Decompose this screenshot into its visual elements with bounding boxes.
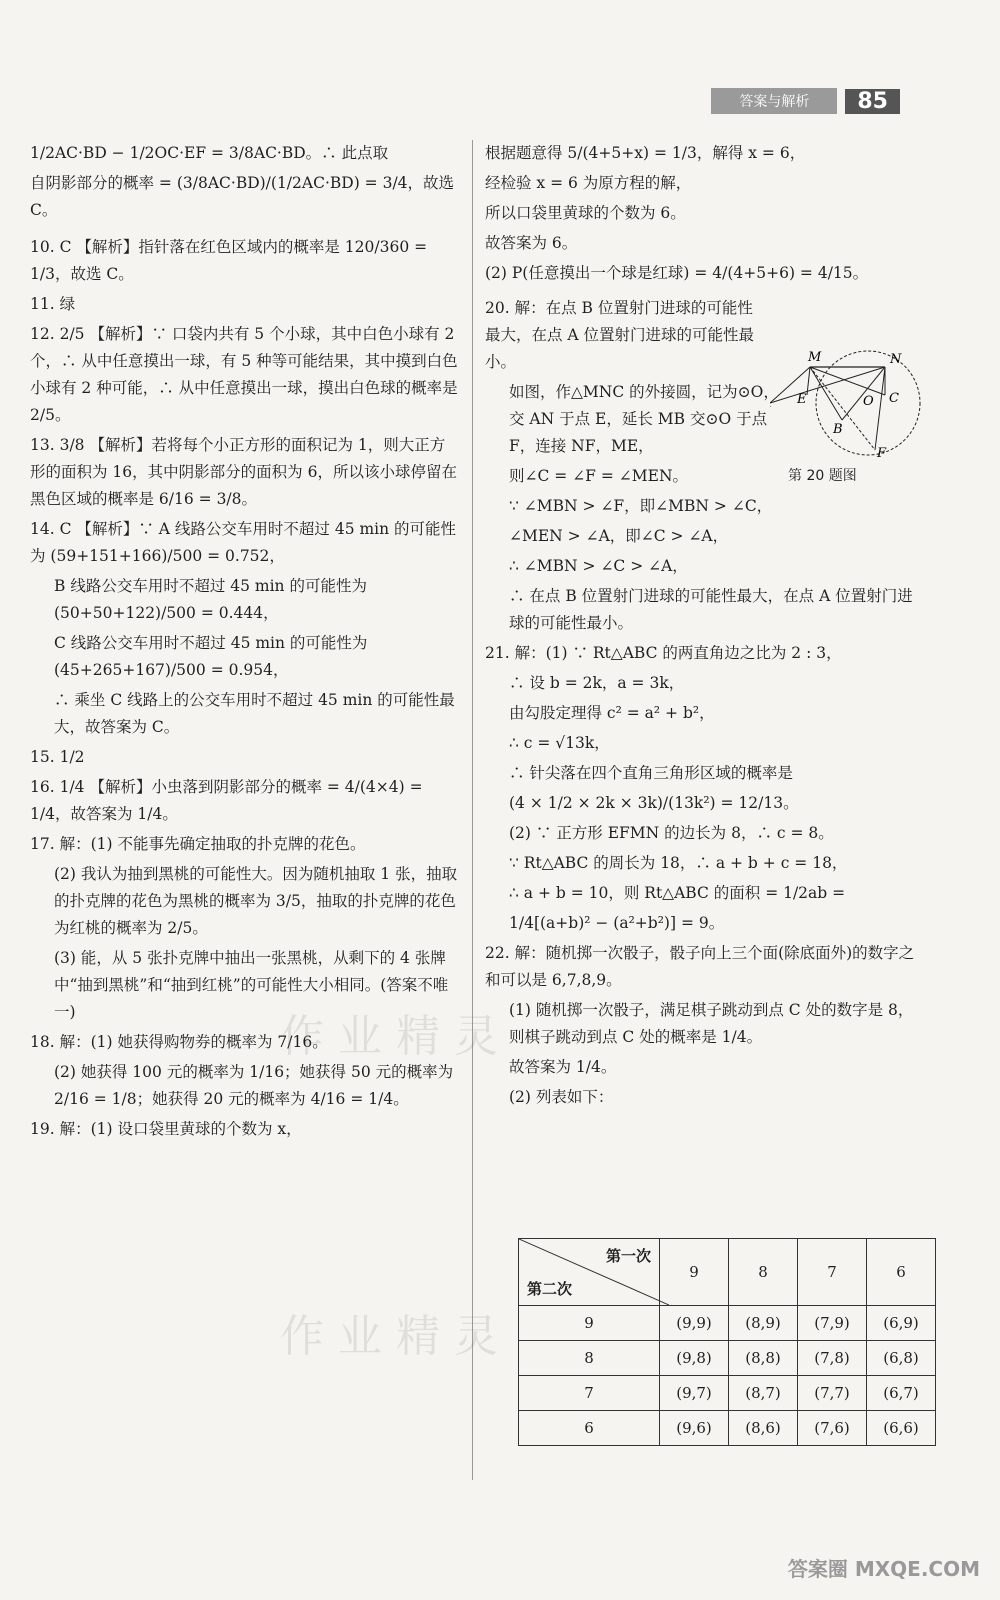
label-f: F — [877, 446, 887, 461]
text-line: 故答案为 6。 — [485, 234, 578, 252]
table-cell: (7,7) — [798, 1376, 867, 1411]
table-cell: (7,8) — [798, 1341, 867, 1376]
table-cell: (6,6) — [867, 1411, 936, 1446]
watermark-url: MXQE.COM — [854, 1557, 980, 1581]
label-e: E — [797, 392, 807, 407]
label-b: B — [833, 422, 843, 437]
text-line: 自阴影部分的概率 = (3/8AC·BD)/(1/2AC·BD) = 3/4，故选 C。 — [30, 174, 455, 219]
answer-17-b: (2) 我认为抽到黑桃的可能性大。因为随机抽取 1 张，抽取的扑克牌的花色为黑桃的概率为 3/5，抽取的扑克牌的花色为红桃的概率为 2/5。 — [54, 865, 458, 937]
answer-22-d: (2) 列表如下： — [509, 1088, 614, 1106]
table-cell: (8,9) — [729, 1306, 798, 1341]
table-col-header: 9 — [660, 1239, 729, 1306]
answer-21-c: 由勾股定理得 c² = a² + b²， — [509, 704, 715, 722]
table-cell: (9,6) — [660, 1411, 729, 1446]
watermark-logo: 答案圈 — [787, 1557, 848, 1581]
text-line: 1/2AC·BD − 1/2OC·EF = 3/8AC·BD。∴ 此点取 — [30, 144, 389, 162]
text-line: 经检验 x = 6 为原方程的解， — [485, 174, 692, 192]
watermark-site — [788, 1553, 980, 1582]
answer-20-d: ∵ ∠MBN > ∠F，即∠MBN > ∠C， — [509, 497, 773, 515]
table-row-header: 6 — [519, 1411, 660, 1446]
answer-14-c: C 线路公交车用时不超过 45 min 的可能性为 (45+265+167)/500 = 0.954， — [54, 634, 368, 679]
label-a — [770, 396, 771, 411]
table-cell: (8,7) — [729, 1376, 798, 1411]
table-col-header: 8 — [729, 1239, 798, 1306]
answer-20-f: ∴ ∠MBN > ∠C > ∠A， — [509, 557, 688, 575]
watermark: 作业精灵 — [280, 1011, 512, 1062]
text-line: 根据题意得 5/(4+5+x) = 1/3，解得 x = 6， — [485, 144, 806, 162]
column-divider — [472, 140, 473, 1480]
answer-13: 13. 3/8 【解析】若将每个小正方形的面积记为 1，则大正方形的面积为 16，其中阴影部分的面积为 6，所以该小球停留在黑色区域的概率是 6/16 = 3/8。 — [30, 436, 457, 508]
table-row-header: 7 — [519, 1376, 660, 1411]
answer-10: 10. C 【解析】指针落在红色区域内的概率是 120/360 = 1/3，故选 C。 — [30, 238, 428, 283]
label-n: N — [890, 352, 902, 367]
answer-16: 16. 1/4 【解析】小虫落到阴影部分的概率 = 4/(4×4) = 1/4，故答案为 1/4。 — [30, 778, 423, 823]
table-cell: (8,6) — [729, 1411, 798, 1446]
section-tag: 答案与解析 — [711, 88, 837, 114]
answer-14: 14. C 【解析】∵ A 线路公交车用时不超过 45 min 的可能性为 (59+151+166)/500 = 0.752， — [30, 520, 457, 565]
answer-17-c: (3) 能，从 5 张扑克牌中抽出一张黑桃，从剩下的 4 张牌中“抽到黑桃”和“抽到红桃”的可能性大小相同。(答案不唯一) — [54, 949, 449, 1021]
answer-20-g: ∴ 在点 B 位置射门进球的可能性最大，在点 A 位置射门进球的可能性最小。 — [509, 587, 913, 632]
answer-19: 19. 解：(1) 设口袋里黄球的个数为 x， — [30, 1120, 302, 1138]
table-cell: (9,8) — [660, 1341, 729, 1376]
text-line: (2) P(任意摸出一个球是红球) = 4/(4+5+6) = 4/15。 — [485, 264, 869, 282]
answer-22: 22. 解：随机掷一次骰子，骰子向上三个面(除底面外)的数字之和可以是 6,7,8,9。 — [485, 944, 915, 989]
answer-14-d: ∴ 乘坐 C 线路上的公交车用时不超过 45 min 的可能性最大，故答案为 C。 — [54, 691, 455, 736]
table-cell: (6,9) — [867, 1306, 936, 1341]
label-c: C — [889, 391, 899, 406]
page-header — [711, 88, 900, 114]
table-header-row — [519, 1239, 936, 1306]
geometry-figure — [770, 345, 970, 485]
table-cell: (6,7) — [867, 1376, 936, 1411]
answer-12: 12. 2/5 【解析】∵ 口袋内共有 5 个小球，其中白色小球有 2 个，∴ 从中任意摸出一球，有 5 种等可能结果，其中摸到白色小球有 2 种可能，∴ 从中任意摸出一球，摸出白色球的概率是 2/5。 — [30, 325, 458, 424]
label-o: O — [863, 394, 874, 409]
left-column — [30, 140, 460, 1146]
table-row — [519, 1306, 936, 1341]
answer-21-g: (2) ∵ 正方形 EFMN 的边长为 8，∴ c = 8。 — [509, 824, 834, 842]
corner-second: 第二次 — [527, 1280, 573, 1298]
answer-20: 20. 解：在点 B 位置射门进球的可能性最大，在点 A 位置射门进球的可能性最小。 — [485, 299, 755, 371]
text-line: 所以口袋里黄球的个数为 6。 — [485, 204, 686, 222]
table-row — [519, 1341, 936, 1376]
answer-20-b: 如图，作△MNC 的外接圆，记为⊙O，交 AN 于点 E，延长 MB 交⊙O 于点 F，连接 NF，ME， — [509, 383, 779, 455]
answer-21-h: ∵ Rt△ABC 的周长为 18，∴ a + b + c = 18， — [509, 854, 848, 872]
table-row — [519, 1376, 936, 1411]
answer-22-c: 故答案为 1/4。 — [509, 1058, 617, 1076]
table-row-header: 8 — [519, 1341, 660, 1376]
line-bm — [810, 367, 842, 420]
table-corner-cell — [519, 1239, 660, 1306]
table-cell: (6,8) — [867, 1341, 936, 1376]
table-cell: (7,6) — [798, 1411, 867, 1446]
table-col-header: 7 — [798, 1239, 867, 1306]
answer-21-f: (4 × 1/2 × 2k × 3k)/(13k²) = 12/13。 — [509, 794, 799, 812]
answer-14-b: B 线路公交车用时不超过 45 min 的可能性为 (50+50+122)/500 = 0.444， — [54, 577, 367, 622]
answer-18: 18. 解：(1) 她获得购物券的概率为 7/16。 — [30, 1033, 328, 1051]
label-m: M — [808, 350, 822, 365]
answer-20-e: ∠MEN > ∠A，即∠C > ∠A， — [509, 527, 729, 545]
table-row — [519, 1411, 936, 1446]
answer-20-c: 则∠C = ∠F = ∠MEN。 — [509, 467, 689, 485]
table-cell: (8,8) — [729, 1341, 798, 1376]
table-cell: (7,9) — [798, 1306, 867, 1341]
watermark: 作业精灵 — [280, 1311, 512, 1362]
corner-first: 第一次 — [605, 1247, 651, 1265]
right-column — [485, 140, 920, 1114]
figure-caption: 第 20 题图 — [788, 468, 857, 484]
answer-17: 17. 解：(1) 不能事先确定抽取的扑克牌的花色。 — [30, 835, 366, 853]
table-row-header: 9 — [519, 1306, 660, 1341]
answer-11: 11. 绿 — [30, 295, 76, 313]
answer-21-b: ∴ 设 b = 2k，a = 3k， — [509, 674, 685, 692]
answer-21-j: 1/4[(a+b)² − (a²+b²)] = 9。 — [509, 914, 725, 932]
answer-21: 21. 解：(1) ∵ Rt△ABC 的两直角边之比为 2 : 3， — [485, 644, 842, 662]
outcome-table — [518, 1238, 936, 1446]
page-number: 85 — [845, 89, 900, 114]
circle-diagram — [770, 345, 970, 465]
line-nf — [875, 367, 885, 450]
answer-22-b: (1) 随机掷一次骰子，满足棋子跳动到点 C 处的数字是 8，则棋子跳动到点 C 处的概率是 1/4。 — [509, 1001, 914, 1046]
table-cell: (9,9) — [660, 1306, 729, 1341]
answer-21-d: ∴ c = √13k， — [509, 734, 610, 752]
table-col-header: 6 — [867, 1239, 936, 1306]
table-cell: (9,7) — [660, 1376, 729, 1411]
answer-21-i: ∴ a + b = 10，则 Rt△ABC 的面积 = 1/2ab = — [509, 884, 846, 902]
answer-21-e: ∴ 针尖落在四个直角三角形区域的概率是 — [509, 764, 793, 782]
answer-18-b: (2) 她获得 100 元的概率为 1/16；她获得 50 元的概率为 2/16 = 1/8；她获得 20 元的概率为 4/16 = 1/4。 — [54, 1063, 454, 1108]
answer-15: 15. 1/2 — [30, 748, 85, 766]
